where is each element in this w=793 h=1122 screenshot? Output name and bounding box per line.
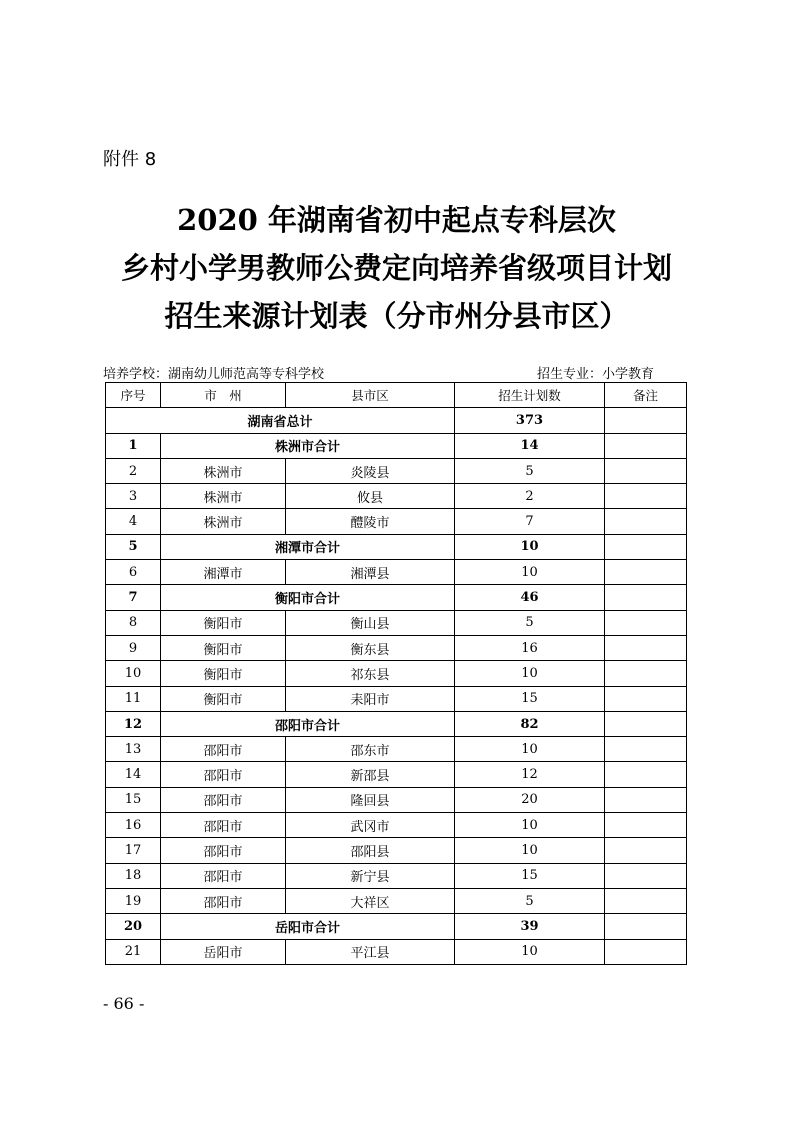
row-count: 5 (455, 610, 605, 635)
row-city: 衡阳市 (161, 661, 286, 686)
attachment-label: 附件 8 (103, 149, 157, 170)
grand-total-note (605, 408, 687, 433)
row-note (605, 534, 687, 559)
row-county: 隆回县 (286, 787, 455, 812)
row-county: 耒阳市 (286, 686, 455, 711)
row-city: 邵阳市 (161, 813, 286, 838)
row-city: 株洲市 (161, 458, 286, 483)
row-seq: 20 (106, 914, 161, 939)
row-county: 武冈市 (286, 813, 455, 838)
row-city: 衡阳市 (161, 610, 286, 635)
header-plan-count: 招生计划数 (455, 383, 605, 408)
row-count: 12 (455, 762, 605, 787)
row-seq: 10 (106, 661, 161, 686)
row-count: 10 (455, 661, 605, 686)
row-note (605, 711, 687, 736)
row-count: 46 (455, 585, 605, 610)
row-county: 新邵县 (286, 762, 455, 787)
row-note (605, 939, 687, 964)
row-note (605, 787, 687, 812)
table-header-row (106, 383, 687, 408)
row-city: 邵阳市 (161, 737, 286, 762)
table-row (106, 888, 687, 913)
row-seq: 19 (106, 888, 161, 913)
row-county: 大祥区 (286, 888, 455, 913)
row-city: 湘潭市 (161, 560, 286, 585)
row-note (605, 737, 687, 762)
row-note (605, 762, 687, 787)
row-count: 10 (455, 813, 605, 838)
table-row (106, 762, 687, 787)
subtotal-label: 岳阳市合计 (161, 914, 455, 939)
row-note (605, 585, 687, 610)
row-seq: 3 (106, 484, 161, 509)
row-seq: 13 (106, 737, 161, 762)
row-count: 10 (455, 534, 605, 559)
row-city: 邵阳市 (161, 863, 286, 888)
row-note (605, 560, 687, 585)
row-seq: 9 (106, 635, 161, 660)
row-note (605, 813, 687, 838)
row-county: 湘潭县 (286, 560, 455, 585)
table-row (106, 661, 687, 686)
header-seq: 序号 (106, 383, 161, 408)
title-line-3: 招生来源计划表（分市州分县市区） (164, 299, 629, 333)
row-count: 5 (455, 458, 605, 483)
subtotal-label: 湘潭市合计 (161, 534, 455, 559)
row-count: 2 (455, 484, 605, 509)
row-note (605, 888, 687, 913)
row-seq: 11 (106, 686, 161, 711)
title-line-1: 2020 年湖南省初中起点专科层次 (177, 203, 616, 237)
header-note: 备注 (605, 383, 687, 408)
row-seq: 8 (106, 610, 161, 635)
row-city: 邵阳市 (161, 838, 286, 863)
row-count: 14 (455, 433, 605, 458)
grand-total-label: 湖南省总计 (106, 408, 455, 433)
row-city: 岳阳市 (161, 939, 286, 964)
major-label: 招生专业：小学教育 (537, 367, 655, 382)
enrollment-plan-table (105, 382, 687, 965)
row-note (605, 458, 687, 483)
row-note (605, 484, 687, 509)
row-seq: 1 (106, 433, 161, 458)
table-row (106, 635, 687, 660)
row-count: 15 (455, 686, 605, 711)
row-seq: 2 (106, 458, 161, 483)
row-count: 10 (455, 838, 605, 863)
row-county: 衡东县 (286, 635, 455, 660)
row-county: 平江县 (286, 939, 455, 964)
row-city: 株洲市 (161, 484, 286, 509)
row-county: 攸县 (286, 484, 455, 509)
row-seq: 21 (106, 939, 161, 964)
table-row (106, 838, 687, 863)
header-city: 市 州 (161, 383, 286, 408)
row-seq: 18 (106, 863, 161, 888)
table-row (106, 686, 687, 711)
row-seq: 16 (106, 813, 161, 838)
grand-total-row (106, 408, 687, 433)
page-number: - 66 - (103, 994, 145, 1013)
subtotal-label: 株洲市合计 (161, 433, 455, 458)
subtotal-row (106, 433, 687, 458)
table-row (106, 813, 687, 838)
school-label: 培养学校：湖南幼儿师范高等专科学校 (103, 367, 325, 382)
row-count: 10 (455, 560, 605, 585)
row-note (605, 661, 687, 686)
row-note (605, 863, 687, 888)
row-seq: 7 (106, 585, 161, 610)
row-count: 20 (455, 787, 605, 812)
row-seq: 5 (106, 534, 161, 559)
row-city: 邵阳市 (161, 888, 286, 913)
subtotal-label: 邵阳市合计 (161, 711, 455, 736)
table-row (106, 610, 687, 635)
row-seq: 14 (106, 762, 161, 787)
row-seq: 4 (106, 509, 161, 534)
row-seq: 12 (106, 711, 161, 736)
row-city: 衡阳市 (161, 686, 286, 711)
row-city: 衡阳市 (161, 635, 286, 660)
row-count: 82 (455, 711, 605, 736)
row-note (605, 914, 687, 939)
table-row (106, 509, 687, 534)
row-county: 衡山县 (286, 610, 455, 635)
row-note (605, 433, 687, 458)
table-row (106, 939, 687, 964)
row-count: 10 (455, 737, 605, 762)
row-note (605, 838, 687, 863)
title-line-2: 乡村小学男教师公费定向培养省级项目计划 (120, 251, 672, 285)
table-row (106, 863, 687, 888)
row-seq: 15 (106, 787, 161, 812)
grand-total-count: 373 (455, 408, 605, 433)
row-county: 醴陵市 (286, 509, 455, 534)
subtotal-row (106, 534, 687, 559)
row-city: 邵阳市 (161, 762, 286, 787)
row-note (605, 635, 687, 660)
row-note (605, 686, 687, 711)
subtotal-row (106, 585, 687, 610)
table-row (106, 458, 687, 483)
table-row (106, 787, 687, 812)
row-seq: 17 (106, 838, 161, 863)
row-seq: 6 (106, 560, 161, 585)
row-county: 炎陵县 (286, 458, 455, 483)
row-count: 10 (455, 939, 605, 964)
row-city: 株洲市 (161, 509, 286, 534)
row-county: 新宁县 (286, 863, 455, 888)
row-county: 祁东县 (286, 661, 455, 686)
row-count: 16 (455, 635, 605, 660)
subtotal-label: 衡阳市合计 (161, 585, 455, 610)
row-county: 邵东市 (286, 737, 455, 762)
table-row (106, 484, 687, 509)
table-row (106, 737, 687, 762)
table-row (106, 560, 687, 585)
row-note (605, 610, 687, 635)
row-count: 15 (455, 863, 605, 888)
row-city: 邵阳市 (161, 787, 286, 812)
row-note (605, 509, 687, 534)
subtotal-row (106, 914, 687, 939)
header-county: 县市区 (286, 383, 455, 408)
table-body (106, 408, 687, 965)
row-count: 39 (455, 914, 605, 939)
row-count: 7 (455, 509, 605, 534)
subtotal-row (106, 711, 687, 736)
row-county: 邵阳县 (286, 838, 455, 863)
row-count: 5 (455, 888, 605, 913)
